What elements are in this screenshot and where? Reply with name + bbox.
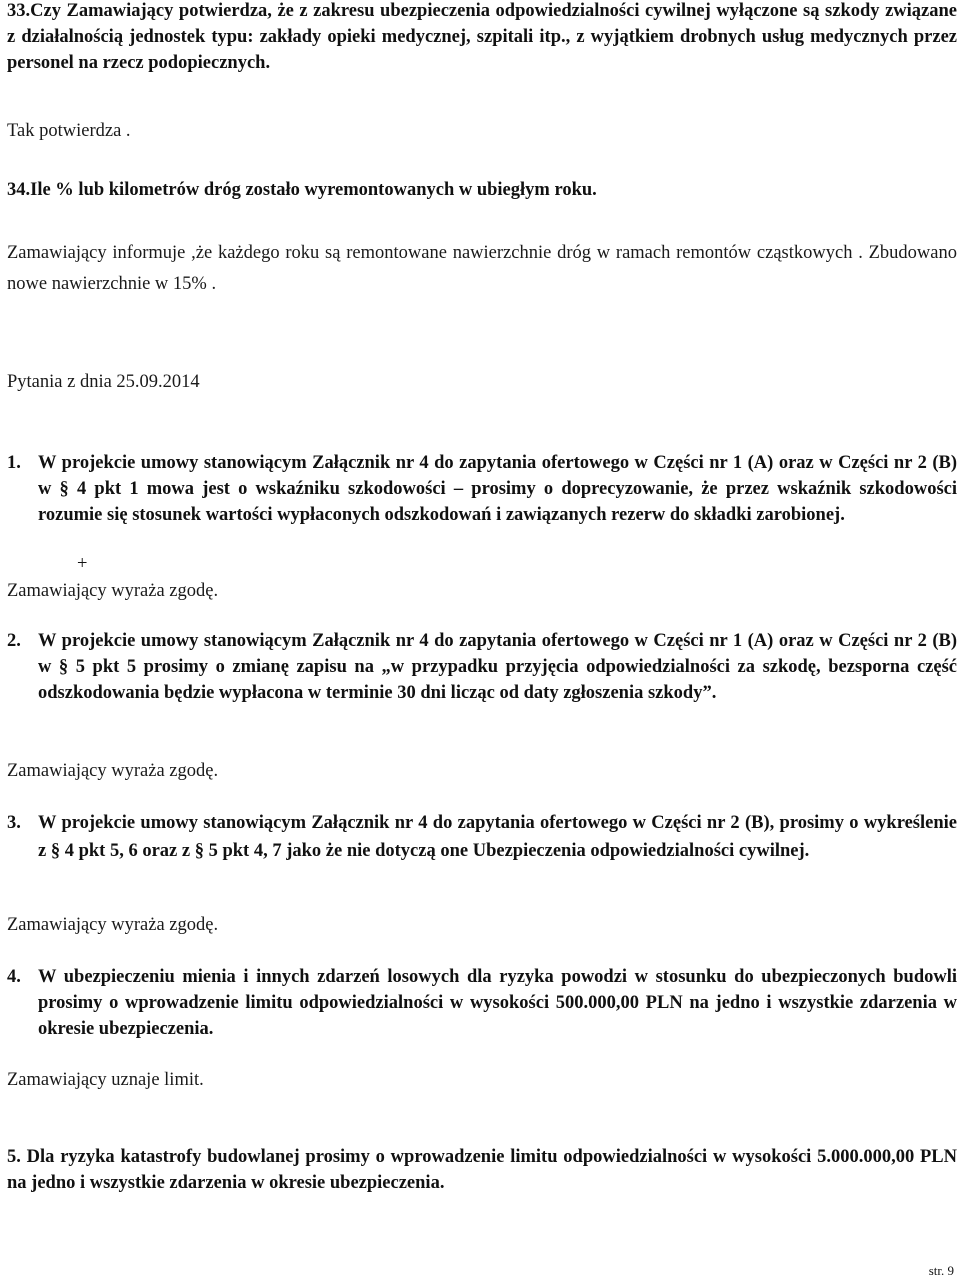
question-34-text: Ile % lub kilometrów dróg zostało wyremontowanych w ubiegłym roku. (30, 180, 597, 200)
question-4 (7, 964, 957, 1042)
question-2 (7, 628, 957, 706)
section-heading: Pytania z dnia 25.09.2014 (7, 372, 200, 392)
question-34-answer: Zamawiający informuje ,że każdego roku są remontowane nawierzchnie dróg w ramach remontów cząstkowych . Zbudowano nowe nawierzchnie w 15% . (7, 243, 957, 294)
question-5-text (7, 1144, 957, 1196)
question-1 (7, 450, 957, 528)
question-3-number: 3. (7, 813, 21, 833)
question-33-text: 33.Czy Zamawiający potwierdza, że z zakresu ubezpieczenia odpowiedzialności cywilnej wyłączone są szkody związane z działalnością jednostek typu: zakłady opieki medycznej, szpitali itp., z wyjątkiem drobnych usług medycznych przez personel na rzecz podopiecznych. (7, 1, 957, 73)
question-33-answer: Tak potwierdza . (7, 121, 131, 141)
question-4-text: W ubezpieczeniu mienia i innych zdarzeń losowych dla ryzyka powodzi w stosunku do ubezpieczonych budowli prosimy o wprowadzenie limitu odpowiedzialności w wysokości 500.000,00 PLN na jedno i wszystkie zdarzenia w okresie ubezpieczenia. (38, 967, 957, 1039)
question-34 (7, 177, 957, 203)
question-2-answer: Zamawiający wyraża zgodę. (7, 761, 219, 781)
page-number: str. 9 (928, 1263, 954, 1278)
question-4-number: 4. (7, 967, 21, 987)
question-2-text: W projekcie umowy stanowiącym Załącznik nr 4 do zapytania ofertowego w Części nr 1 (A) oraz w Części nr 2 (B) w § 5 pkt 5 prosimy o zmianę zapisu na „w przypadku przyjęcia odpowiedzialności za szkodę, bezsporna część odszkodowania będzie wypłacona w terminie 30 dni licząc od daty zgłoszenia szkody”. (38, 631, 957, 703)
question-1-text: W projekcie umowy stanowiącym Załącznik nr 4 do zapytania ofertowego w Części nr 1 (A) oraz w Części nr 2 (B) w § 4 pkt 1 mowa jest o wskaźniku szkodowości – prosimy o doprecyzowanie, że przez wskaźnik szkodowości rozumie się stosunek wartości wypłaconych odszkodowań i zawiązanych rezerw do składki zarobionej. (38, 453, 957, 525)
question-5-number: 5. (7, 1147, 21, 1167)
question-34-number: 34. (7, 180, 31, 200)
question-3-answer: Zamawiający wyraża zgodę. (7, 915, 219, 935)
question-3 (7, 809, 957, 865)
question-5 (7, 1144, 957, 1196)
question-3-text: W projekcie umowy stanowiącym Załącznik nr 4 do zapytania ofertowego w Części nr 2 (B), prosimy o wykreślenie z § 4 pkt 5, 6 oraz z § 5 pkt 4, 7 jako że nie dotyczą one Ubezpieczenia odpowiedzialności cywilnej. (38, 813, 957, 861)
question-2-number: 2. (7, 631, 21, 651)
question-5-body: Dla ryzyka katastrofy budowlanej prosimy o wprowadzenie limitu odpowiedzialności w wysokości 5.000.000,00 PLN na jedno i wszystkie zdarzenia w okresie ubezpieczenia. (7, 1147, 958, 1193)
question-1-plus: + (77, 554, 88, 574)
question-1-number: 1. (7, 453, 21, 473)
question-1-answer: Zamawiający wyraża zgodę. (7, 581, 219, 601)
question-33 (7, 0, 957, 76)
question-4-answer: Zamawiający uznaje limit. (7, 1070, 204, 1090)
